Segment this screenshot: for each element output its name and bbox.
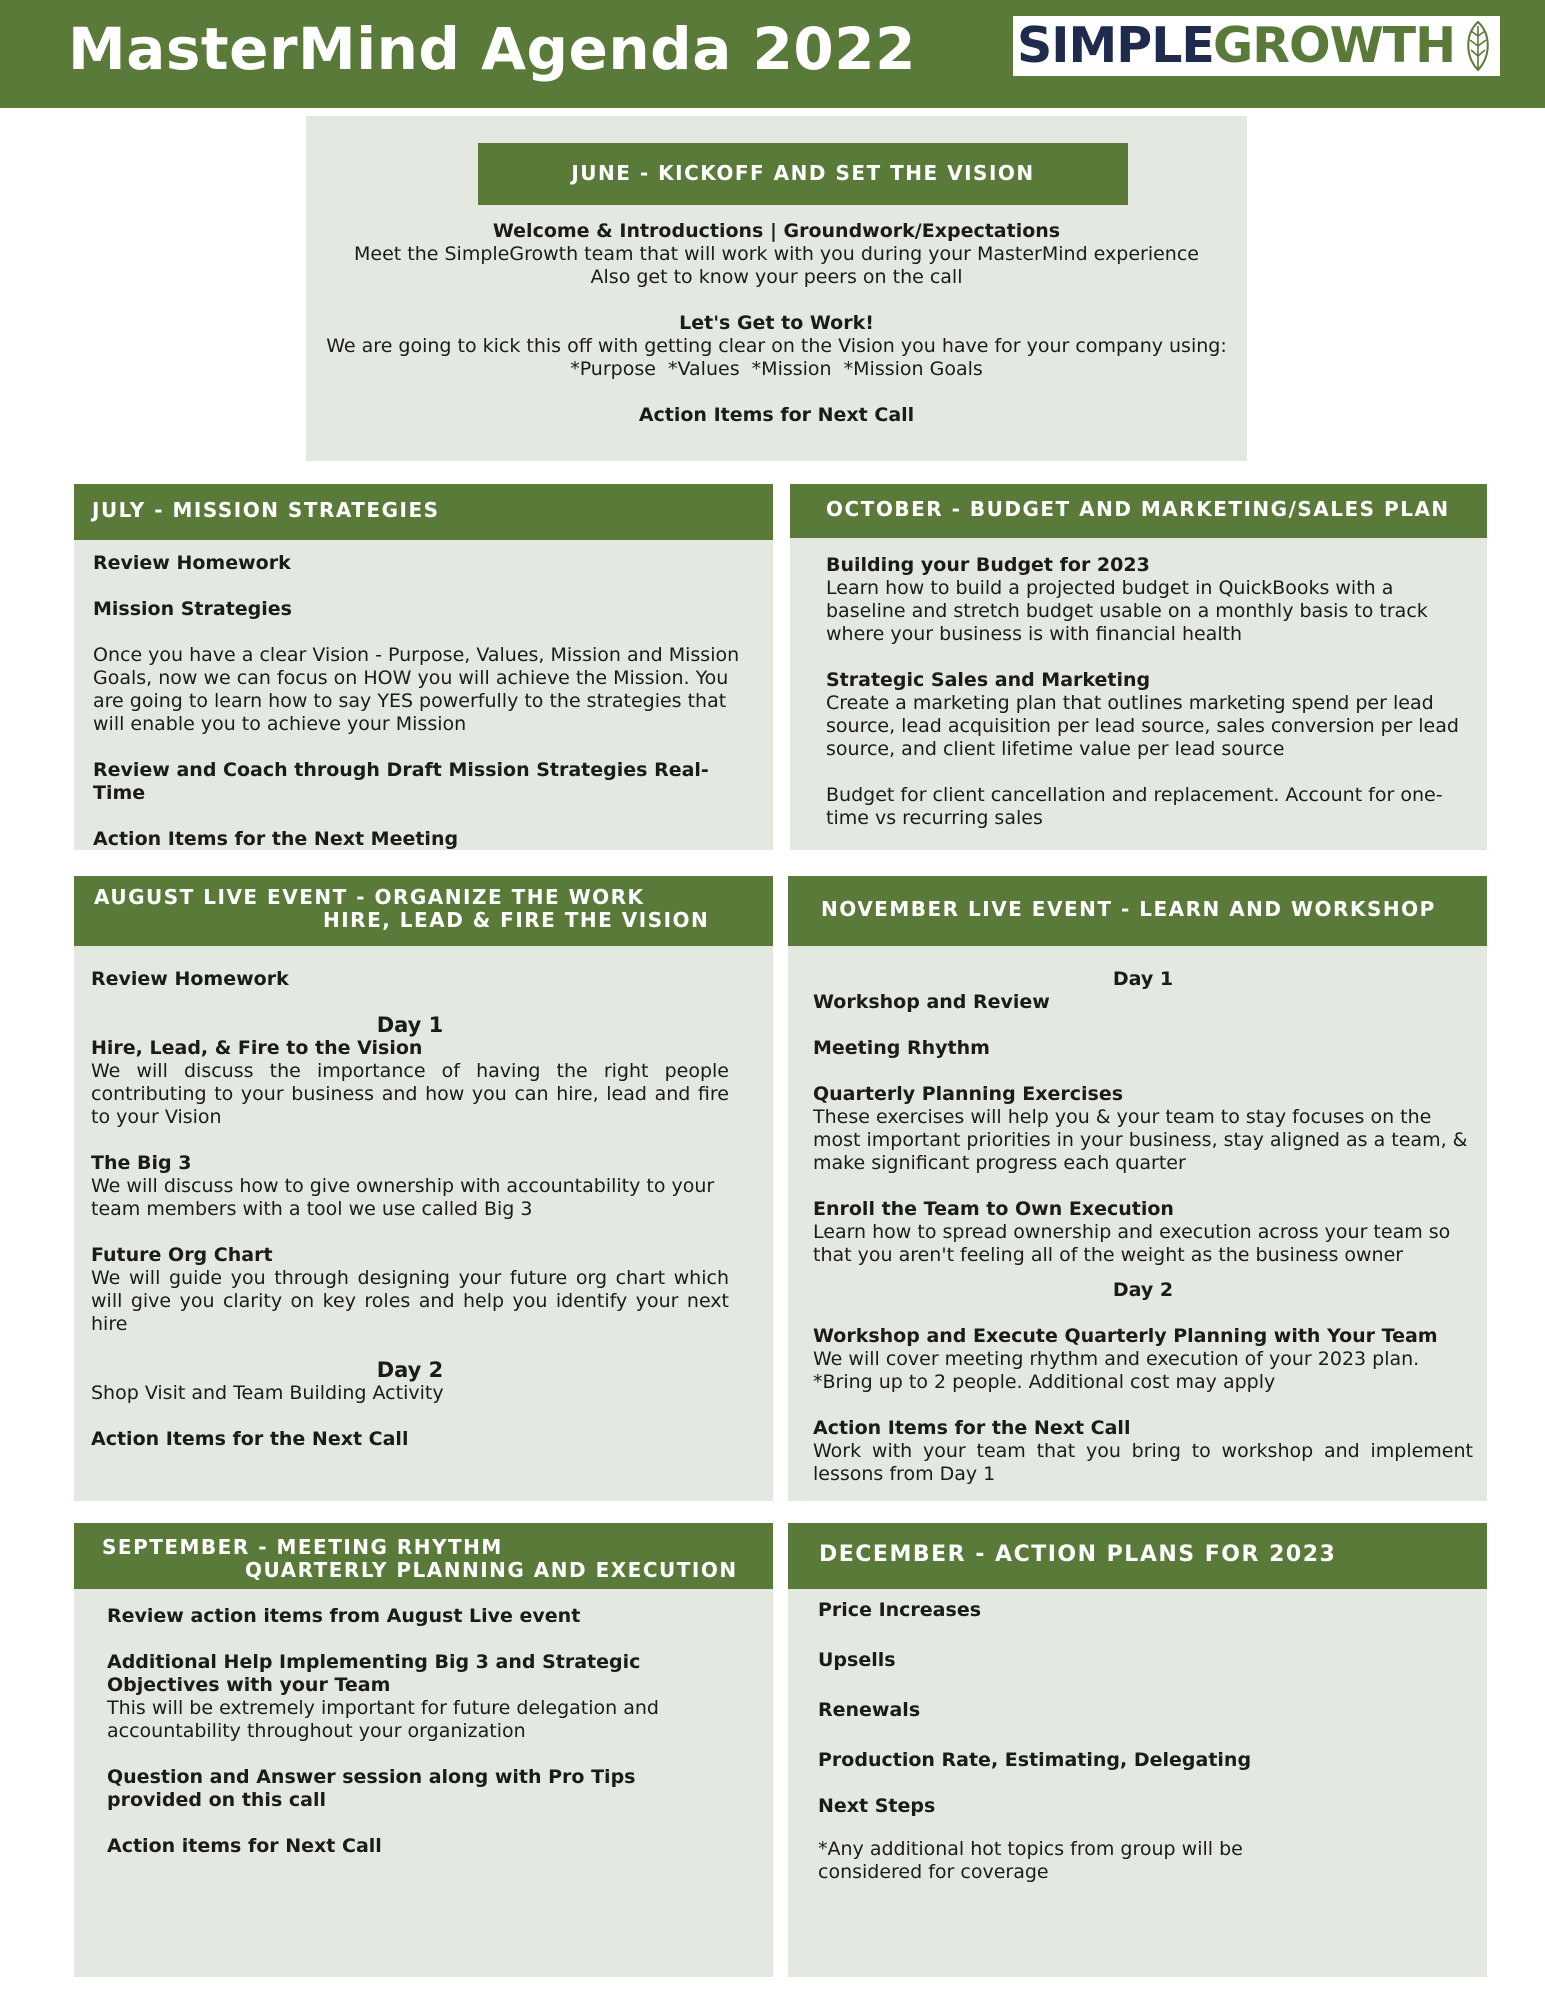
july-action-items: Action Items for the Next Meeting bbox=[93, 828, 459, 850]
sales-text: Create a marketing plan that outlines marketing spend per lead source, lead acquisition per lead source, sales conversion per lead source, and client lifetime value per lead source bbox=[826, 692, 1459, 760]
budget-title: Building your Budget for 2023 bbox=[826, 554, 1150, 576]
enroll-title: Enroll the Team to Own Execution bbox=[813, 1198, 1174, 1220]
hire-title: Hire, Lead, & Fire to the Vision bbox=[91, 1037, 423, 1059]
november-action-text: Work with your team that you bring to workshop and implement lessons from Day 1 bbox=[813, 1440, 1473, 1485]
quarterly-planning-title: Quarterly Planning Exercises bbox=[813, 1083, 1124, 1105]
june-body bbox=[306, 220, 1247, 427]
logo-word-growth: GROWTH bbox=[1213, 17, 1456, 74]
july-heading: JULY - MISSION STRATEGIES bbox=[74, 484, 773, 540]
november-day-2: Day 2 bbox=[1112, 1279, 1174, 1301]
qa-session: Question and Answer session along with Pro Tips provided on this call bbox=[107, 1766, 636, 1811]
production-rate: Production Rate, Estimating, Delegating bbox=[818, 1749, 1252, 1771]
september-action-items: Action items for Next Call bbox=[107, 1835, 382, 1857]
june-heading: JUNE - KICKOFF AND SET THE VISION bbox=[478, 143, 1128, 205]
org-chart-title: Future Org Chart bbox=[91, 1244, 273, 1266]
sales-title: Strategic Sales and Marketing bbox=[826, 669, 1151, 691]
price-increases: Price Increases bbox=[818, 1599, 982, 1621]
page-title: MasterMind Agenda 2022 bbox=[68, 15, 916, 83]
help-text: This will be extremely important for future delegation and accountability throughout your organization bbox=[107, 1697, 659, 1742]
july-body bbox=[93, 552, 758, 851]
november-body bbox=[813, 968, 1473, 1486]
big3-text: We will discuss how to give ownership with accountability to your team members with a tool we use called Big 3 bbox=[91, 1175, 715, 1220]
work-title: Let's Get to Work! bbox=[679, 312, 874, 334]
december-heading: DECEMBER - ACTION PLANS FOR 2023 bbox=[788, 1523, 1487, 1589]
quarterly-planning-text: These exercises will help you & your team to stay focuses on the most important priorities in your business, stay aligned as a team, & make significant progress each quarter bbox=[813, 1106, 1468, 1174]
october-body bbox=[826, 554, 1470, 830]
shop-visit: Shop Visit and Team Building Activity bbox=[91, 1382, 444, 1404]
work-line-2: *Purpose *Values *Mission *Mission Goals bbox=[570, 358, 983, 380]
execute-title: Workshop and Execute Quarterly Planning with Your Team bbox=[813, 1325, 1438, 1347]
renewals: Renewals bbox=[818, 1699, 921, 1721]
workshop-review: Workshop and Review bbox=[813, 991, 1050, 1013]
june-action-items: Action Items for Next Call bbox=[638, 404, 915, 426]
august-heading: AUGUST LIVE EVENT - ORGANIZE THE WORK HIRE, LEAD & FIRE THE VISION bbox=[74, 876, 773, 946]
mission-strategies-title: Mission Strategies bbox=[93, 598, 292, 620]
enroll-text: Learn how to spread ownership and execution across your team so that you aren't feeling all of the weight as the business owner bbox=[813, 1221, 1451, 1266]
execute-line-1: We will cover meeting rhythm and execution of your 2023 plan. bbox=[813, 1348, 1420, 1370]
august-body bbox=[91, 968, 729, 1451]
execute-line-2: *Bring up to 2 people. Additional cost may apply bbox=[813, 1371, 1276, 1393]
hire-text: We will discuss the importance of having the right people contributing to your business and how you can hire, lead and fire to your Vision bbox=[91, 1060, 729, 1128]
cancellation-text: Budget for client cancellation and replacement. Account for one-time vs recurring sales bbox=[826, 784, 1443, 829]
november-day-1: Day 1 bbox=[1112, 968, 1174, 990]
november-heading: NOVEMBER LIVE EVENT - LEARN AND WORKSHOP bbox=[788, 876, 1487, 946]
logo-word-simple: SIMPLE bbox=[1017, 17, 1214, 74]
next-steps: Next Steps bbox=[818, 1795, 936, 1817]
august-action-items: Action Items for the Next Call bbox=[91, 1428, 409, 1450]
july-review: Review Homework bbox=[93, 552, 291, 574]
upsells: Upsells bbox=[818, 1649, 896, 1671]
october-heading: OCTOBER - BUDGET AND MARKETING/SALES PLAN bbox=[790, 484, 1487, 538]
help-title: Additional Help Implementing Big 3 and Strategic Objectives with your Team bbox=[107, 1651, 641, 1696]
leaf-icon bbox=[1463, 20, 1493, 72]
header-bar bbox=[0, 0, 1545, 108]
budget-text: Learn how to build a projected budget in QuickBooks with a baseline and stretch budget usable on a monthly basis to track where your business is with financial health bbox=[826, 577, 1428, 645]
august-day-1: Day 1 bbox=[376, 1013, 444, 1037]
november-action-title: Action Items for the Next Call bbox=[813, 1417, 1131, 1439]
august-review: Review Homework bbox=[91, 968, 289, 990]
hot-topics-note: *Any additional hot topics from group will be considered for coverage bbox=[818, 1838, 1243, 1883]
work-line-1: We are going to kick this off with getting clear on the Vision you have for your company using: bbox=[326, 335, 1227, 357]
september-review: Review action items from August Live event bbox=[107, 1605, 581, 1627]
welcome-line-2: Also get to know your peers on the call bbox=[590, 266, 963, 288]
simple-growth-logo bbox=[1013, 16, 1500, 76]
big3-title: The Big 3 bbox=[91, 1152, 192, 1174]
welcome-title: Welcome & Introductions | Groundwork/Expectations bbox=[492, 220, 1061, 242]
july-coach: Review and Coach through Draft Mission Strategies Real-Time bbox=[93, 759, 709, 804]
september-heading: SEPTEMBER - MEETING RHYTHM QUARTERLY PLANNING AND EXECUTION bbox=[74, 1523, 773, 1589]
december-body bbox=[818, 1599, 1378, 1884]
august-day-2: Day 2 bbox=[376, 1358, 444, 1382]
meeting-rhythm: Meeting Rhythm bbox=[813, 1037, 990, 1059]
org-chart-text: We will guide you through designing your future org chart which will give you clarity on key roles and help you identify your next hire bbox=[91, 1267, 729, 1335]
welcome-line-1: Meet the SimpleGrowth team that will work with you during your MasterMind experience bbox=[354, 243, 1199, 265]
mission-strategies-text: Once you have a clear Vision - Purpose, Values, Mission and Mission Goals, now we can focus on HOW you will achieve the Mission. You are going to learn how to say YES powerfully to the strategies that will enable you to achieve your Mission bbox=[93, 644, 740, 735]
september-body bbox=[107, 1605, 667, 1858]
